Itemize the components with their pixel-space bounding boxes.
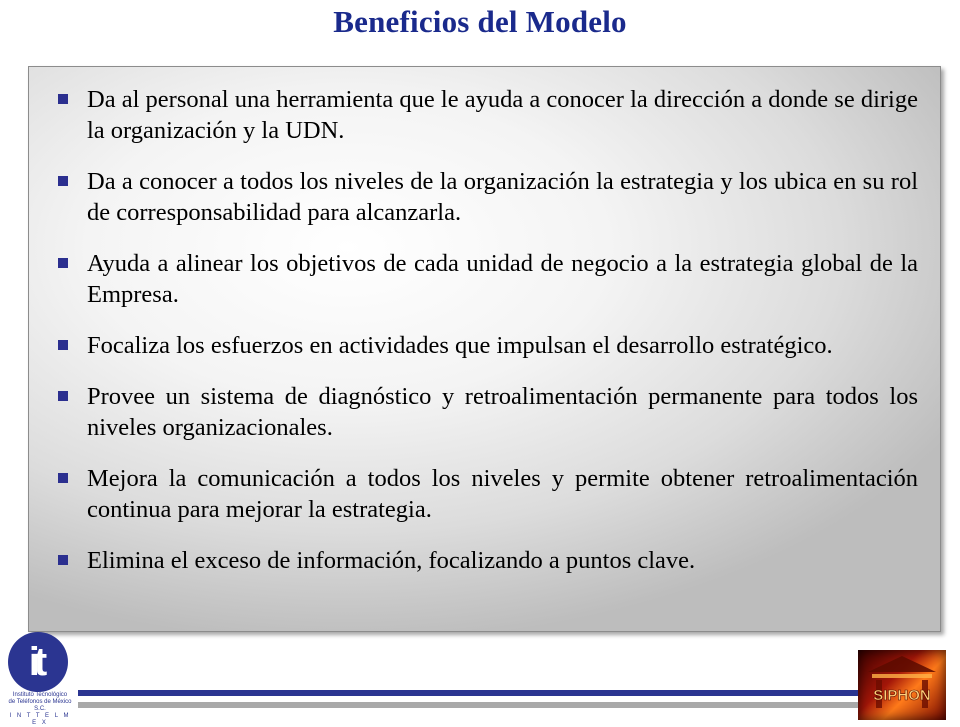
bullet-item xyxy=(58,381,918,443)
square-bullet-icon xyxy=(58,248,87,268)
square-bullet-icon xyxy=(58,381,87,401)
bullet-item xyxy=(58,248,918,310)
inttelmex-logo-icon xyxy=(8,632,68,692)
bullet-item xyxy=(58,84,918,146)
square-bullet-icon xyxy=(58,545,87,565)
logo-mark: it xyxy=(28,640,42,684)
siphon-logo-icon xyxy=(858,650,946,720)
bullet-text: Da a conocer a todos los niveles de la organización la estrategia y los ubica en su rol de corresponsabilidad para alcanzarla. xyxy=(87,168,918,226)
logo-caption xyxy=(6,692,74,727)
content-box xyxy=(28,66,941,632)
square-bullet-icon xyxy=(58,84,87,104)
footer-gray-line xyxy=(78,702,860,708)
siphon-logo-text: SIPHON xyxy=(873,687,931,704)
bullet-item xyxy=(58,330,918,361)
bullet-text: Provee un sistema de diagnóstico y retroalimentación permanente para todos los niveles organizacionales. xyxy=(87,383,918,441)
logo-caption-line3: I N T T E L M E X xyxy=(9,713,71,726)
square-bullet-icon xyxy=(58,330,87,350)
square-bullet-icon xyxy=(58,166,87,186)
logo-caption-line1: Instituto Tecnológico xyxy=(12,692,68,698)
bullet-item xyxy=(58,166,918,228)
bullet-text: Da al personal una herramienta que le ayuda a conocer la dirección a donde se dirige la organización y la UDN. xyxy=(87,86,918,144)
bullet-list xyxy=(29,67,940,576)
slide-title: Beneficios del Modelo xyxy=(333,4,627,39)
bullet-text: Mejora la comunicación a todos los niveles y permite obtener retroalimentación continua para mejorar la estrategia. xyxy=(87,465,918,523)
square-bullet-icon xyxy=(58,463,87,483)
bullet-text: Elimina el exceso de información, focalizando a puntos clave. xyxy=(87,547,696,574)
bullet-item xyxy=(58,463,918,525)
bullet-text: Ayuda a alinear los objetivos de cada unidad de negocio a la estrategia global de la Empresa. xyxy=(87,250,918,308)
footer-blue-line xyxy=(78,690,860,696)
siphon-logo-graphic xyxy=(858,650,946,720)
logo-caption-line2: de Teléfonos de México S.C. xyxy=(8,699,72,712)
footer-divider xyxy=(78,690,860,708)
bullet-text: Focaliza los esfuerzos en actividades que impulsan el desarrollo estratégico. xyxy=(87,332,833,359)
bullet-item xyxy=(58,545,918,576)
